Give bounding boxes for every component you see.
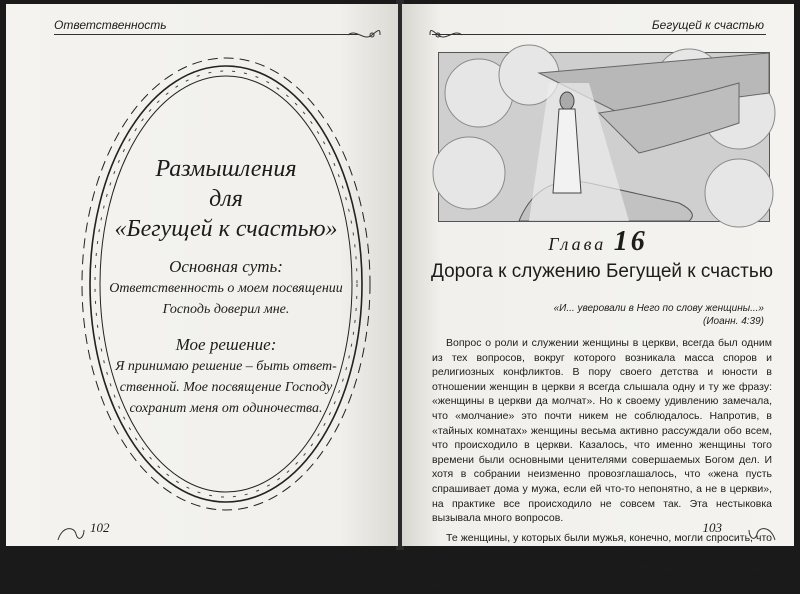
header-rule-left [54,34,358,35]
right-page [402,4,794,588]
reflection-title-line-2: для [209,186,243,212]
essence-label: Основная суть: [169,257,283,276]
running-head-left: Ответственность [54,18,167,32]
flourish-icon [428,28,464,42]
chapter-number: 16 [613,226,648,257]
reflection-text-block [98,154,354,419]
corner-flourish-icon [747,524,777,542]
chapter-body [432,336,772,594]
left-page [6,4,398,546]
chapter-heading [402,226,794,258]
epigraph [464,302,764,328]
hands-holding-woman-drawing-icon [439,53,769,221]
corner-flourish-icon [56,524,86,542]
reflection-title-line-1: Размышления [155,156,297,182]
decision-label: Мое решение: [175,335,277,354]
body-paragraph: Те женщины, у которых были мужья, конечно, могли спросить, что им непонятно, дома у своих мужей. А что было делать тем женщинам, у которых мужей не было? Они задавали вопросы друг другу. [432,531,772,588]
running-head-right: Бегущей к счастью [651,18,764,32]
header-rule-right [432,34,766,35]
reflection-title-line-3: «Бегущей к счастью» [114,216,338,242]
decision-text: Я принимаю решение – быть ответ-ственной. Мое посвящение Господу сохранит меня от одиночества. [115,359,337,416]
epigraph-source: (Иоанн. 4:39) [703,316,764,327]
chapter-title: Дорога к служению Бегущей к счастью [431,261,773,282]
epigraph-quote: «И... уверовали в Него по слову женщины...» [553,303,764,314]
chapter-label: Глава [548,234,607,254]
page-number-left: 102 [90,520,110,535]
page-number-right: 103 [702,520,722,535]
flourish-icon [346,28,382,42]
body-paragraph: Вопрос о роли и служении женщины в церкви, всегда был одним из тех вопросов, вокруг которого возникала масса споров и религиозных конфликтов. В пору своего детства и юности в отношении женщин в церкви я всегда слышала одну и ту же фразу: «женщины в церкви да молчат». Но к своему удивлению замечала, что «молчание» это почти никем не соблюдалось. Напротив, в «тайных комнатах» женщины весьма активно рассуждали обо всем, что происходило в церкви. Казалось, что именно женщины того времени были основными ценителями совершаемых Богом дел. И хотя в собрании неизменно провозглашалось, что «жена пусть спрашивает дома у мужа, если ей что-то непонятно, а не в церкви», на практике все происходило не совсем так. Эта нестыковка вызывала много вопросов. [432,337,772,525]
essence-text: Ответственность о моем посвящении Господь доверил мне. [109,281,343,317]
chapter-illustration [438,52,770,222]
